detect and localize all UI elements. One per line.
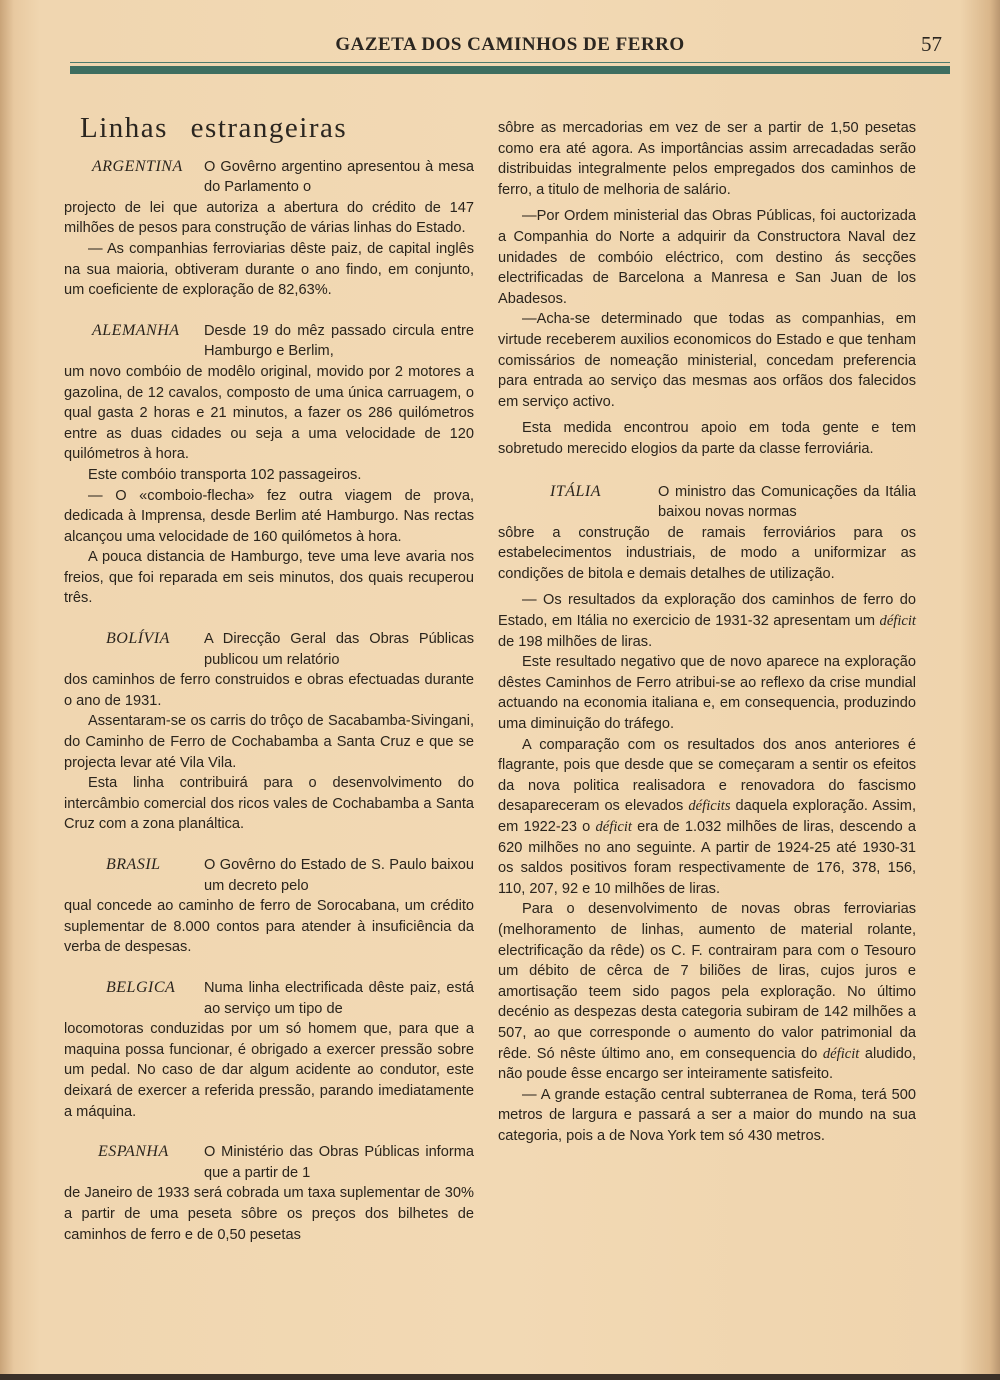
text-run: daquela exploração. Assim, em 1922-23 o	[498, 798, 916, 835]
article-title: Linhas estrangeiras	[80, 112, 348, 144]
paragraph: — A grande estação central subterranea de Roma, terá 500 metros de largura e passará a ser a maior do mundo na sua categoria, pois a de Nova York tem só 430 metros.	[498, 1086, 916, 1144]
section-lead: O Govêrno do Estado de S. Paulo baixou um decreto pelo	[204, 857, 474, 894]
section-lead: O ministro das Comunicações da Itália baixou novas normas	[658, 483, 916, 521]
paragraph: A pouca distancia de Hamburgo, teve uma leve avaria nos freios, que foi reparada em seis minutos, dos quais recuperou três.	[64, 549, 474, 607]
paragraph: de Janeiro de 1933 será cobrada um taxa suplementar de 30% a partir de uma peseta sôbre os preços dos bilhetes de caminhos de ferro e de 0,50 pesetas	[64, 1185, 474, 1243]
country-heading: BOLÍVIA	[106, 630, 170, 648]
text-run: aludido, não poude êsse encargo ser inteiramente satisfeito.	[498, 1045, 916, 1083]
section-lead: O Ministério das Obras Públicas informa que a partir de 1	[204, 1144, 474, 1181]
country-heading: ALEMANHA	[92, 321, 180, 339]
paragraph: sôbre a construção de ramais ferroviários para os estabelecimentos industriais, de modo a uniformizar as condições de bitola e demais detalhes de utilização.	[498, 524, 916, 582]
emphasis: déficits	[688, 798, 731, 815]
section-bolivia	[64, 629, 474, 835]
paragraph	[498, 899, 916, 1084]
page-number: 57	[921, 32, 942, 56]
section-lead: A Direcção Geral das Obras Públicas publicou um relatório	[204, 631, 474, 668]
paragraph: qual concede ao caminho de ferro de Sorocabana, um crédito suplementar de 8.000 contos para atender à insuficiência da verba de despesas.	[64, 898, 474, 956]
paragraph: —Por Ordem ministerial das Obras Públicas, foi auctorizada a Companhia do Norte a adquirir da Constructora Naval dez unidades de combóio eléctrico, com destino ás secções electrificadas de Barcelona a Manresa e San Juan de los Abadesos.	[498, 208, 916, 307]
page-header	[70, 32, 950, 60]
paragraph: — As companhias ferroviarias dêste paiz, de capital inglês na sua maioria, obtiveram durante o ano findo, em conjunto, um coeficiente de exploração de 82,63%.	[64, 240, 474, 299]
text-run: — Os resultados da exploração dos caminhos de ferro do Estado, em Itália no exercicio de 1931-32 apresentam um	[498, 592, 916, 630]
publication-title: GAZETA DOS CAMINHOS DE FERRO	[335, 34, 685, 55]
section-lead: O Govêrno argentino apresentou à mesa do Parlamento o	[204, 158, 474, 196]
country-heading: ITÁLIA	[550, 482, 601, 500]
emphasis: déficit	[595, 819, 632, 835]
paragraph	[498, 590, 916, 652]
right-column	[498, 118, 916, 1161]
paragraph: locomotoras conduzidas por um só homem que, para que a maquina possa funcionar, é obrigado a exercer pressão sobre um pedal. No caso de dar algum acidente ao condutor, este deixará de exercer a referida pressão, parando imediatamente a máquina.	[64, 1021, 474, 1120]
country-heading: BELGICA	[106, 978, 176, 996]
section-brasil	[64, 855, 474, 958]
paragraph	[498, 735, 916, 900]
left-column	[64, 112, 474, 1259]
paragraph: Esta linha contribuirá para o desenvolvimento do intercâmbio comercial dos ricos vales de Cochabamba a Santa Cruz com a zona planáltica.	[64, 775, 474, 833]
header-rule-thick	[70, 66, 950, 74]
country-heading: ARGENTINA	[92, 157, 183, 175]
paragraph: Este resultado negativo que de novo aparece na exploração dêstes Caminhos de Ferro atribui-se ao reflexo da crise mundial actuando na economia italiana e, em consequencia, produzindo uma diminuição do tráfego.	[498, 654, 916, 733]
paragraph: —Acha-se determinado que todas as companhias, em virtude receberem auxilios economicos do Estado e que tenham comissários de nomeação ministerial, concedam preferencia para entrada ao serviço das mesmas aos orfãos dos falecidos em serviço activo.	[498, 311, 916, 410]
paragraph: Assentaram-se os carris do trôço de Sacabamba-Sivingani, do Caminho de Ferro de Cochabamba a Santa Cruz e que se projecta levar até Vila Vila.	[64, 713, 474, 771]
section-espanha-continued	[498, 118, 916, 460]
header-rule-thin	[70, 62, 950, 63]
text-run: A comparação com os resultados dos anos anteriores é flagrante, pois que desde que se começaram a sentir os efeitos da nova politica realisadora e renovadora do fascismo desapareceram os elevados	[498, 736, 916, 815]
text-run: Para o desenvolvimento de novas obras ferroviarias (melhoramento de linhas, aumento de material rolante, electrificação da rêde) os C. F. contrairam para com o Tesouro um débito de cêrca de 7 biliões de liras, cujos juros e amortisação teem sido pagos pela exploração. No último decénio as despezas desta categoria subiram de 142 milhões a 507, ao que corresponde o aumento do valor patrimonial da rêde. Só nêste último ano, em consequencia do	[498, 901, 916, 1062]
section-lead: Desde 19 do mêz passado circula entre Hamburgo e Berlim,	[204, 322, 474, 360]
paragraph: um novo combóio de modêlo original, movido por 2 motores a gazolina, de 12 cavalos, composto de uma única carruagem, o qual gasta 2 horas e 21 minutos, a fazer os 286 quilómetros entre as duas cidades ou seja a uma velocidade de 120 quilómetros à hora.	[64, 363, 474, 463]
paragraph: dos caminhos de ferro construidos e obras efectuadas durante o ano de 1931.	[64, 672, 474, 709]
section-espanha	[64, 1142, 474, 1245]
section-italia	[498, 482, 916, 1147]
paragraph: sôbre as mercadorias em vez de ser a partir de 1,50 pesetas como era até agora. As importâncias assim arrecadadas serão distribuidas integralmente pelos empregados dos caminhos de ferro, a titulo de melhoria de salário.	[498, 120, 916, 198]
country-heading: BRASIL	[106, 856, 161, 873]
emphasis: déficit	[822, 1045, 860, 1062]
text-run: era de 1.032 milhões de liras, descendo a 620 milhões no ano seguinte. A partir de 1924-25 até 1930-31 os saldos positivos foram respectivamente de 176, 378, 156, 110, 207, 92 e 10 milhões de liras.	[498, 819, 916, 897]
section-belgica	[64, 978, 474, 1122]
paragraph: Este combóio transporta 102 passageiros.	[88, 466, 362, 483]
paragraph: — O «comboio-flecha» fez outra viagem de prova, dedicada à Imprensa, desde Berlim até Hamburgo. Nas rectas alcançou uma velocidade de 160 quilómetos à hora.	[64, 487, 474, 545]
section-lead: Numa linha electrificada dêste paiz, está ao serviço um tipo de	[204, 979, 474, 1017]
paragraph: Esta medida encontrou apoio em toda gente e tem sobretudo merecido elogios da parte da classe ferroviária.	[498, 420, 916, 457]
page-edge	[0, 1374, 1000, 1380]
text-run: de 198 milhões de liras.	[498, 633, 653, 650]
section-argentina	[64, 157, 474, 301]
section-alemanha	[64, 321, 474, 609]
paragraph: projecto de lei que autoriza a abertura do crédito de 147 milhões de pesos para construção de várias linhas do Estado.	[64, 199, 474, 237]
emphasis: déficit	[879, 613, 916, 630]
country-heading: ESPANHA	[98, 1143, 169, 1161]
